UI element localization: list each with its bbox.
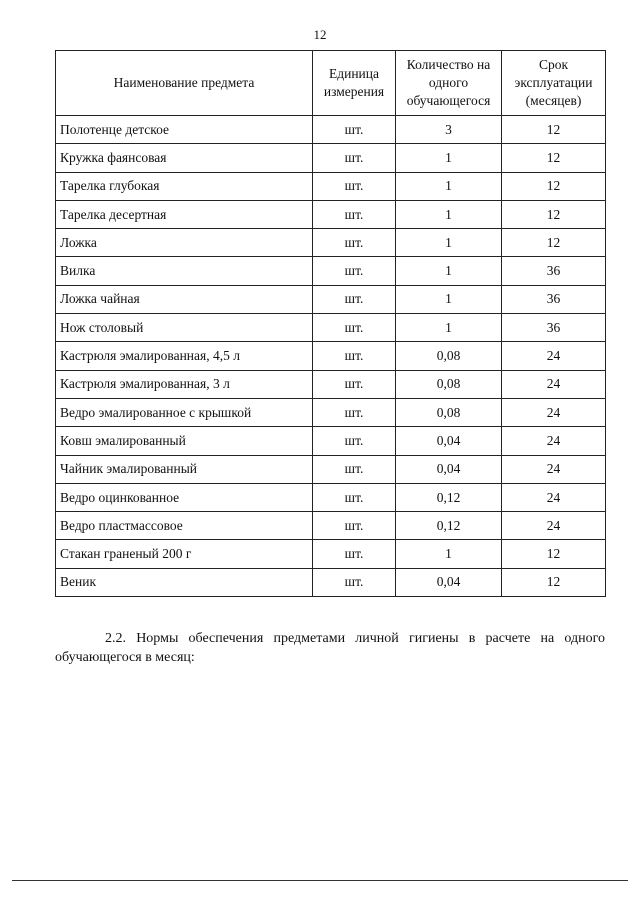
unit-cell: шт.: [313, 229, 396, 257]
footer-divider: [12, 880, 628, 881]
quantity-cell: 0,04: [396, 568, 502, 596]
page-number: 12: [313, 27, 327, 42]
quantity-cell: 0,08: [396, 398, 502, 426]
table-row: [56, 512, 606, 540]
item-name-cell: Полотенце детское: [56, 116, 313, 144]
table-row: [56, 116, 606, 144]
quantity-cell: 0,12: [396, 483, 502, 511]
item-name-cell: Ложка чайная: [56, 285, 313, 313]
service-life-cell: 24: [502, 370, 606, 398]
unit-cell: шт.: [313, 455, 396, 483]
header-service-life: Срок эксплуатации (месяцев): [502, 51, 606, 116]
quantity-cell: 1: [396, 540, 502, 568]
service-life-cell: 12: [502, 540, 606, 568]
service-life-cell: 36: [502, 257, 606, 285]
unit-cell: шт.: [313, 540, 396, 568]
table-row: [56, 314, 606, 342]
table-row: [56, 370, 606, 398]
table-row: [56, 483, 606, 511]
service-life-cell: 24: [502, 483, 606, 511]
unit-cell: шт.: [313, 285, 396, 313]
quantity-cell: 3: [396, 116, 502, 144]
header-unit: Единица измерения: [313, 51, 396, 116]
table-row: [56, 200, 606, 228]
item-name-cell: Ведро пластмассовое: [56, 512, 313, 540]
header-quantity: Количество на одного обучающегося: [396, 51, 502, 116]
unit-cell: шт.: [313, 116, 396, 144]
service-life-cell: 24: [502, 342, 606, 370]
item-name-cell: Чайник эмалированный: [56, 455, 313, 483]
unit-cell: шт.: [313, 568, 396, 596]
item-name-cell: Кастрюля эмалированная, 3 л: [56, 370, 313, 398]
unit-cell: шт.: [313, 512, 396, 540]
table-row: [56, 229, 606, 257]
quantity-cell: 1: [396, 257, 502, 285]
item-name-cell: Кружка фаянсовая: [56, 144, 313, 172]
unit-cell: шт.: [313, 370, 396, 398]
service-life-cell: 12: [502, 568, 606, 596]
service-life-cell: 24: [502, 455, 606, 483]
unit-cell: шт.: [313, 483, 396, 511]
unit-cell: шт.: [313, 144, 396, 172]
service-life-cell: 12: [502, 229, 606, 257]
unit-cell: шт.: [313, 398, 396, 426]
table-row: [56, 540, 606, 568]
service-life-cell: 12: [502, 144, 606, 172]
item-name-cell: Ведро оцинкованное: [56, 483, 313, 511]
table-row: [56, 455, 606, 483]
item-name-cell: Тарелка глубокая: [56, 172, 313, 200]
service-life-cell: 36: [502, 314, 606, 342]
unit-cell: шт.: [313, 200, 396, 228]
service-life-cell: 12: [502, 200, 606, 228]
quantity-cell: 0,12: [396, 512, 502, 540]
item-name-cell: Вилка: [56, 257, 313, 285]
unit-cell: шт.: [313, 314, 396, 342]
service-life-cell: 24: [502, 512, 606, 540]
service-life-cell: 36: [502, 285, 606, 313]
section-paragraph: 2.2. Нормы обеспечения предметами личной гигиены в расчете на одного обучающегося в месяц:: [55, 631, 605, 665]
quantity-cell: 1: [396, 229, 502, 257]
quantity-cell: 0,04: [396, 455, 502, 483]
quantity-cell: 0,04: [396, 427, 502, 455]
header-item-name: Наименование предмета: [56, 51, 313, 116]
item-name-cell: Веник: [56, 568, 313, 596]
item-name-cell: Тарелка десертная: [56, 200, 313, 228]
quantity-cell: 0,08: [396, 342, 502, 370]
item-name-cell: Стакан граненый 200 г: [56, 540, 313, 568]
service-life-cell: 24: [502, 427, 606, 455]
service-life-cell: 12: [502, 116, 606, 144]
unit-cell: шт.: [313, 257, 396, 285]
service-life-cell: 12: [502, 172, 606, 200]
quantity-cell: 1: [396, 285, 502, 313]
item-name-cell: Ковш эмалированный: [56, 427, 313, 455]
table-row: [56, 172, 606, 200]
table-row: [56, 257, 606, 285]
quantity-cell: 1: [396, 172, 502, 200]
unit-cell: шт.: [313, 342, 396, 370]
item-name-cell: Ведро эмалированное с крышкой: [56, 398, 313, 426]
table-body: [56, 116, 606, 597]
table-header-row: [56, 51, 606, 116]
table-row: [56, 568, 606, 596]
quantity-cell: 1: [396, 314, 502, 342]
table-row: [56, 427, 606, 455]
unit-cell: шт.: [313, 172, 396, 200]
quantity-cell: 0,08: [396, 370, 502, 398]
table-row: [56, 342, 606, 370]
item-name-cell: Кастрюля эмалированная, 4,5 л: [56, 342, 313, 370]
service-life-cell: 24: [502, 398, 606, 426]
norms-table: [55, 50, 606, 597]
item-name-cell: Ложка: [56, 229, 313, 257]
table-row: [56, 144, 606, 172]
item-name-cell: Нож столовый: [56, 314, 313, 342]
unit-cell: шт.: [313, 427, 396, 455]
quantity-cell: 1: [396, 144, 502, 172]
table-row: [56, 398, 606, 426]
quantity-cell: 1: [396, 200, 502, 228]
table-row: [56, 285, 606, 313]
